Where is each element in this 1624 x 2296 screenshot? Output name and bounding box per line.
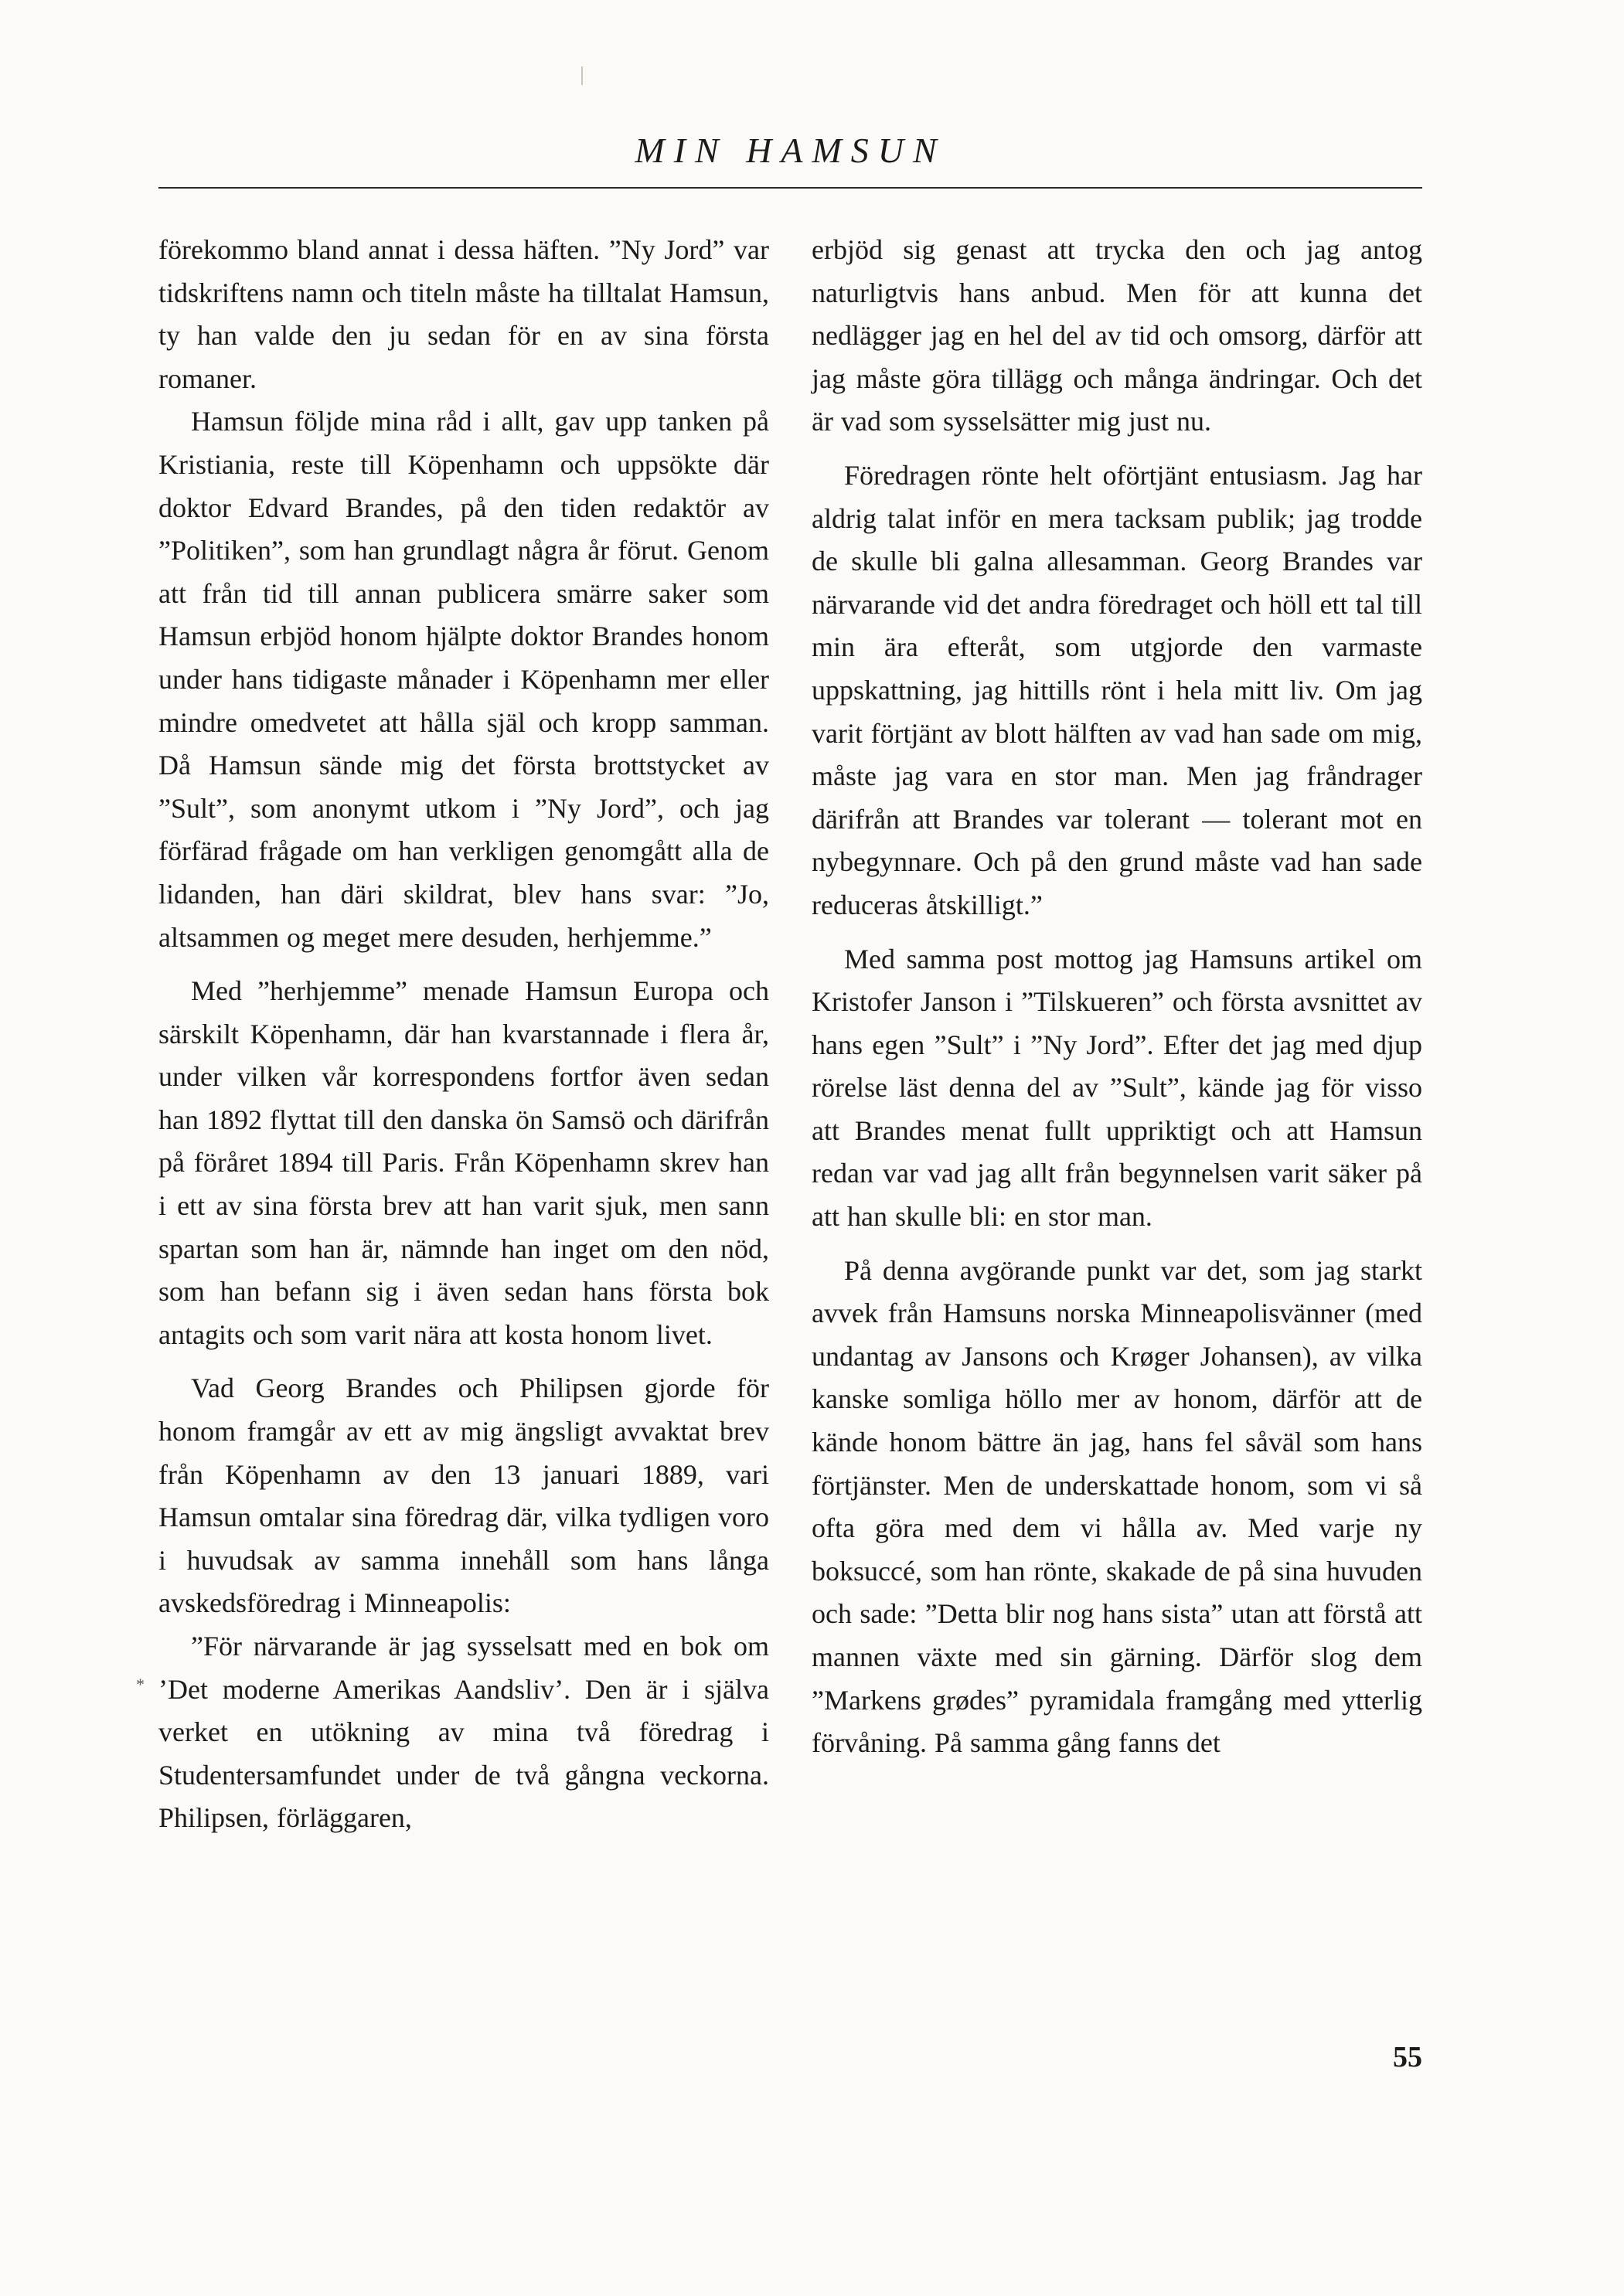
paragraph: förekommo bland annat i dessa häften. ”Ny Jord” var tidskriftens namn och titeln måste ha tilltalat Hamsun, ty han valde den ju sedan för en av sina första romaner. (158, 234, 769, 394)
margin-mark: * (136, 1675, 145, 1694)
running-head: MIN HAMSUN (635, 131, 946, 170)
scan-artifact (581, 66, 583, 85)
paragraph: Vad Georg Brandes och Philipsen gjorde för honom framgår av ett av mig ängsligt avvaktat brev från Köpenhamn av den 13 januari 1889, vari Hamsun omtalar sina föredrag där, vilka tydligen voro i huvudsak av samma innehåll som hans långa avskedsföredrag i Minneapolis: (158, 1372, 769, 1619)
right-column (812, 229, 1422, 1765)
paragraph: erbjöd sig genast att trycka den och jag antog naturligtvis hans anbud. Men för att kunna det nedlägger jag en hel del av tid och omsorg, därför att jag måste göra tillägg och många ändringar. Och det är vad som sysselsätter mig just nu. (812, 234, 1422, 437)
header-rule (158, 187, 1422, 189)
paragraph: Föredragen rönte helt oförtjänt entusiasm. Jag har aldrig talat inför en mera tacksam publik; jag trodde de skulle bli galna allesamman. Georg Brandes var närvarande vid det andra föredraget och höll ett tal till min ära efteråt, som utgjorde den varmaste uppskattning, jag hittills rönt i hela mitt liv. Om jag varit förtjänt av blott hälften av vad han sade om mig, måste jag vara en stor man. Men jag fråndrager därifrån att Brandes var tolerant — tolerant mot en nybegynnare. Och på den grund måste vad han sade reduceras åtskilligt.” (812, 459, 1422, 920)
paragraph: Med samma post mottog jag Hamsuns artikel om Kristofer Janson i ”Tilskueren” och första avsnittet av hans egen ”Sult” i ”Ny Jord”. Efter det jag med djup rörelse läst denna del av ”Sult”, kände jag för visso att Brandes menat fullt uppriktigt och att Hamsun redan var vad jag allt från begynnelsen varit säker på att han skulle bli: en stor man. (812, 943, 1422, 1233)
quote-paragraph: ”För närvarande är jag sysselsatt med en bok om ’Det moderne Amerikas Aandsliv’. Den är i själva verket en utökning av mina två föredrag i Studentersamfundet under de två gångna veckorna. Philipsen, förläggaren, (158, 1631, 769, 1834)
paragraph: På denna avgörande punkt var det, som jag starkt avvek från Hamsuns norska Minneapolisvänner (med undantag av Jansons och Krøger Johansen), av vilka kanske somliga höllo mer av honom, därför att de kände honom bättre än jag, hans fel såväl som hans förtjänster. Men de underskattade honom, som vi så ofta göra med dem vi hålla av. Med varje ny boksuccé, som han rönte, skakade de på sina huvuden och sade: ”Detta blir nog hans sista” utan att förstå att mannen växte med sin gärning. Därför slog dem ”Markens grødes” pyramidala framgång med ytterlig förvåning. På samma gång fanns det (812, 1254, 1422, 1759)
page-number: 55 (1393, 2041, 1422, 2073)
paragraph: Med ”herhjemme” menade Hamsun Europa och särskilt Köpenhamn, där han kvarstannade i flera år, under vilken vår korrespondens fortfor även sedan han 1892 flyttat till den danska ön Samsö och därifrån på föråret 1894 till Paris. Från Köpenhamn skrev han i ett av sina första brev att han varit sjuk, men sann spartan som han är, nämnde han inget om den nöd, som han befann sig i även sedan hans första bok antagits och som varit nära att kosta honom livet. (158, 975, 769, 1350)
left-column (158, 229, 769, 1840)
paragraph: Hamsun följde mina råd i allt, gav upp tanken på Kristiania, reste till Köpenhamn och uppsökte där doktor Edvard Brandes, på den tiden redaktör av ”Politiken”, som han grundlagt några år förut. Genom att från tid till annan publicera smärre saker som Hamsun erbjöd honom hjälpte doktor Brandes honom under hans tidigaste månader i Köpenhamn mer eller mindre omedvetet att hålla själ och kropp samman. Då Hamsun sände mig det första brottstycket av ”Sult”, som anonymt utkom i ”Ny Jord”, och jag förfärad frågade om han verkligen genomgått alla de lidanden, han däri skildrat, blev hans svar: ”Jo, altsammen og meget mere desuden, herhjemme.” (158, 406, 769, 953)
